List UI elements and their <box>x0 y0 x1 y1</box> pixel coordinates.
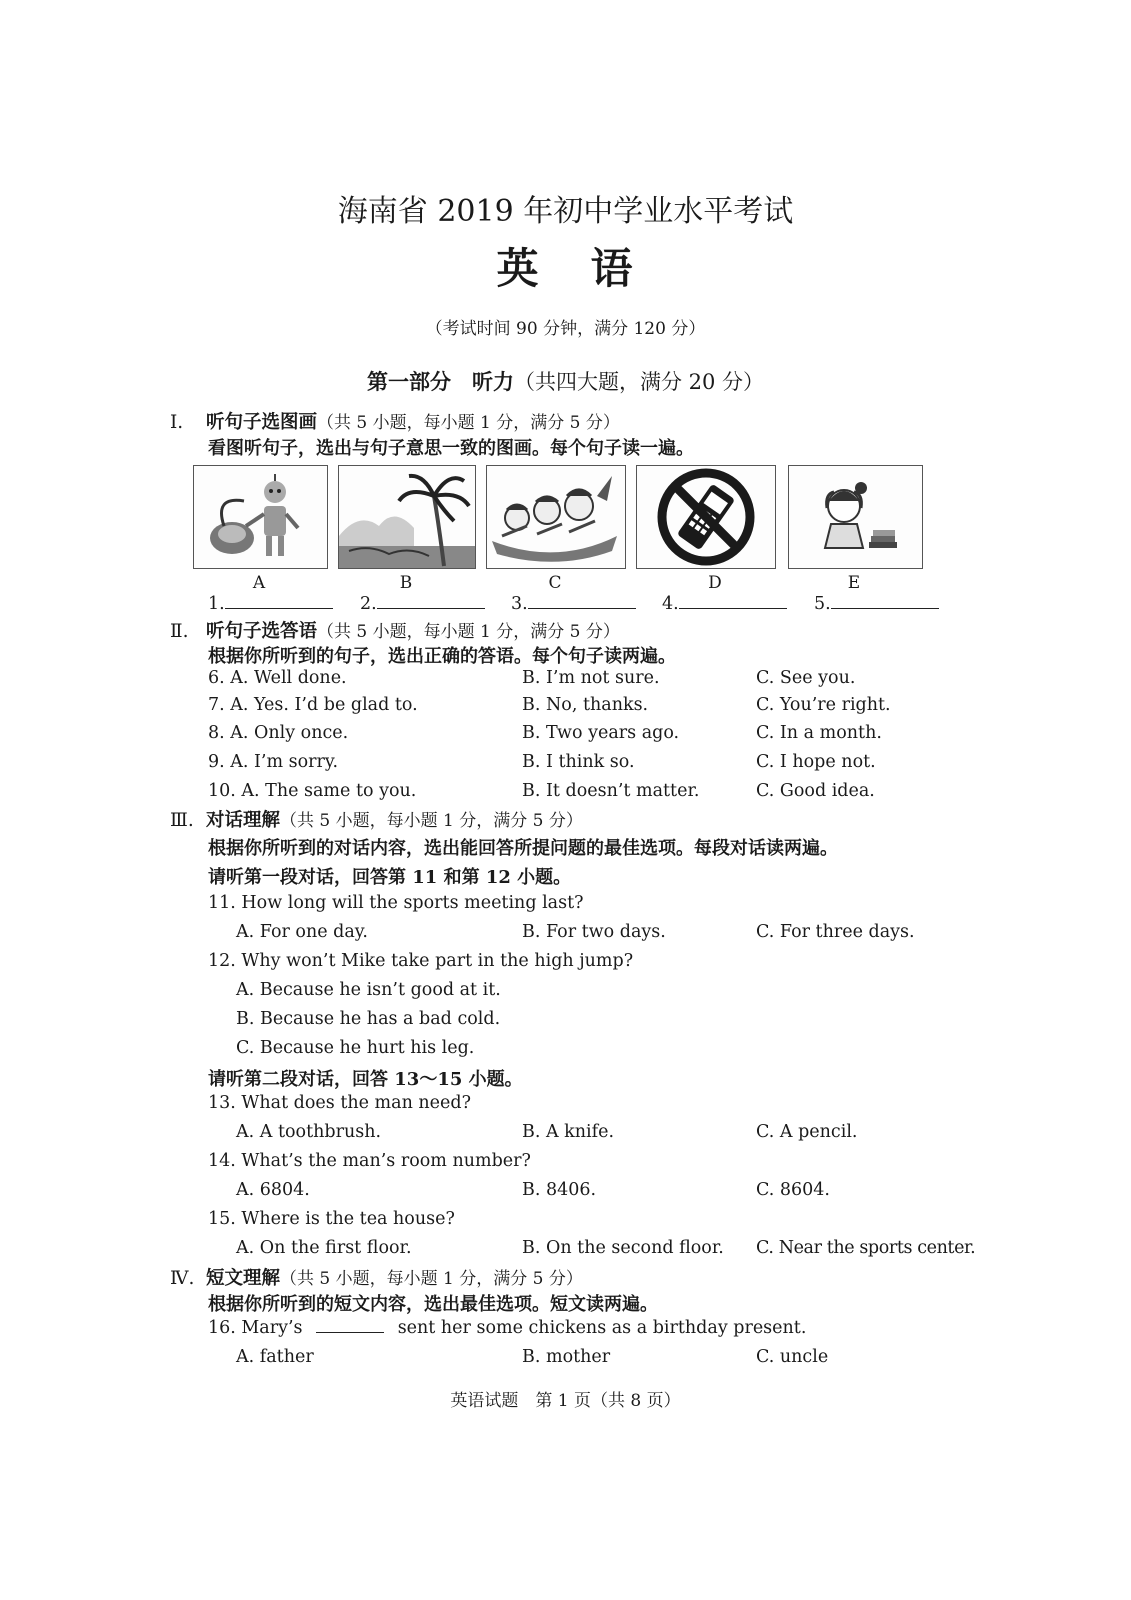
answer-blank-4[interactable] <box>662 594 787 614</box>
section-4-heading <box>170 1264 583 1290</box>
q12-option-b[interactable]: B. Because he has a bad cold. <box>236 1009 501 1029</box>
answer-blank-3[interactable] <box>511 594 636 614</box>
q9-option-a[interactable]: 9. A. I’m sorry. <box>208 752 339 772</box>
q11-option-c[interactable]: C. For three days. <box>756 922 915 942</box>
q7-option-b[interactable]: B. No, thanks. <box>522 695 649 715</box>
picture-d <box>636 465 776 569</box>
exam-title: 海南省 2019 年初中学业水平考试 <box>337 194 794 229</box>
subject-char-2: 语 <box>590 244 635 293</box>
answer-blank-number: 3. <box>511 594 528 614</box>
exam-time-note: （考试时间 90 分钟，满分 120 分） <box>425 319 706 339</box>
picture-label-d: D <box>708 573 722 593</box>
q13-option-a[interactable]: A. A toothbrush. <box>236 1122 382 1142</box>
q14-question: 14. What’s the man’s room number? <box>208 1151 531 1171</box>
section-4-score: （共 5 小题，每小题 1 分，满分 5 分） <box>280 1269 583 1289</box>
picture-b <box>338 465 476 569</box>
dragon-boat-icon <box>487 466 625 568</box>
q10-option-c[interactable]: C. Good idea. <box>756 781 875 801</box>
q12-option-c[interactable]: C. Because he hurt his leg. <box>236 1038 475 1058</box>
section-4-instruction: 根据你所听到的短文内容，选出最佳选项。短文读两遍。 <box>208 1294 658 1315</box>
q16-blank[interactable] <box>316 1318 384 1333</box>
q16-option-b[interactable]: B. mother <box>522 1347 611 1367</box>
q14-option-a[interactable]: A. 6804. <box>236 1180 310 1200</box>
answer-blank-5[interactable] <box>814 594 939 614</box>
q14-option-b[interactable]: B. 8406. <box>522 1180 597 1200</box>
q16-text-before: 16. Mary’s <box>208 1318 303 1338</box>
answer-blank-number: 4. <box>662 594 679 614</box>
q10-option-b[interactable]: B. It doesn’t matter. <box>522 781 700 801</box>
q7-option-a[interactable]: 7. A. Yes. I’d be glad to. <box>208 695 418 715</box>
q15-option-b[interactable]: B. On the second floor. <box>522 1238 724 1258</box>
q12-question: 12. Why won’t Mike take part in the high jump? <box>208 951 634 971</box>
part-one-name: 第一部分 听力 <box>366 369 514 394</box>
answer-blank-number: 2. <box>360 594 377 614</box>
q7-option-c[interactable]: C. You’re right. <box>756 695 891 715</box>
answer-blank-number: 5. <box>814 594 831 614</box>
q13-option-c[interactable]: C. A pencil. <box>756 1122 858 1142</box>
section-1-heading <box>170 408 620 434</box>
q14-option-c[interactable]: C. 8604. <box>756 1180 830 1200</box>
q8-option-c[interactable]: C. In a month. <box>756 723 882 743</box>
picture-label-a: A <box>252 573 266 593</box>
robot-vacuum-icon <box>194 466 327 568</box>
section-3-score: （共 5 小题，每小题 1 分，满分 5 分） <box>280 811 583 831</box>
q16-option-c[interactable]: C. uncle <box>756 1347 829 1367</box>
part-one-score: （共四大题，满分 20 分） <box>513 370 765 394</box>
q9-option-b[interactable]: B. I think so. <box>522 752 635 772</box>
q8-option-b[interactable]: B. Two years ago. <box>522 723 680 743</box>
section-3-instruction: 根据你所听到的对话内容，选出能回答所提问题的最佳选项。每段对话读两遍。 <box>208 838 838 859</box>
picture-e <box>788 465 923 569</box>
section-2-score: （共 5 小题，每小题 1 分，满分 5 分） <box>317 622 620 642</box>
picture-a <box>193 465 328 569</box>
girl-reading-icon <box>789 466 922 568</box>
section-1-number: Ⅰ. <box>170 412 184 433</box>
section-3-number: Ⅲ. <box>170 810 194 831</box>
section-2-instruction: 根据你所听到的句子，选出正确的答语。每个句子读两遍。 <box>208 646 676 667</box>
section-1-name: 听句子选图画 <box>206 412 318 433</box>
q6-option-a[interactable]: 6. A. Well done. <box>208 668 347 688</box>
q15-option-a[interactable]: A. On the first floor. <box>236 1238 412 1258</box>
no-phone-icon <box>637 466 775 568</box>
q11-option-a[interactable]: A. For one day. <box>236 922 368 942</box>
dialog-1-instruction: 请听第一段对话，回答第 11 和第 12 小题。 <box>208 867 572 888</box>
section-3-heading <box>170 806 583 832</box>
q9-option-c[interactable]: C. I hope not. <box>756 752 876 772</box>
q11-question: 11. How long will the sports meeting last? <box>208 893 584 913</box>
section-2-name: 听句子选答语 <box>206 621 318 642</box>
picture-label-c: C <box>548 573 562 593</box>
q12-option-a[interactable]: A. Because he isn’t good at it. <box>236 980 501 1000</box>
section-1-instruction: 看图听句子，选出与句子意思一致的图画。每个句子读一遍。 <box>208 438 694 459</box>
q13-option-b[interactable]: B. A knife. <box>522 1122 615 1142</box>
answer-blank-2[interactable] <box>360 594 485 614</box>
picture-label-b: B <box>399 573 413 593</box>
picture-label-e: E <box>847 573 861 593</box>
section-1-score: （共 5 小题，每小题 1 分，满分 5 分） <box>317 413 620 433</box>
answer-blank-number: 1. <box>208 594 225 614</box>
q6-option-b[interactable]: B. I’m not sure. <box>522 668 660 688</box>
picture-c <box>486 465 626 569</box>
q13-question: 13. What does the man need? <box>208 1093 471 1113</box>
subject-title <box>0 236 1131 296</box>
q16-option-a[interactable]: A. father <box>236 1347 314 1367</box>
section-4-name: 短文理解 <box>206 1268 281 1289</box>
q15-question: 15. Where is the tea house? <box>208 1209 455 1229</box>
palm-landscape-icon <box>339 466 475 568</box>
q16-question <box>208 1318 806 1338</box>
section-2-heading <box>170 617 620 643</box>
section-2-number: Ⅱ. <box>170 621 189 642</box>
q8-option-a[interactable]: 8. A. Only once. <box>208 723 349 743</box>
q16-text-after: sent her some chickens as a birthday present. <box>397 1318 807 1338</box>
q10-option-a[interactable]: 10. A. The same to you. <box>208 781 417 801</box>
answer-blank-1[interactable] <box>208 594 333 614</box>
section-4-number: Ⅳ. <box>170 1268 195 1289</box>
part-one-title <box>0 366 1131 396</box>
section-3-name: 对话理解 <box>206 810 281 831</box>
dialog-2-instruction: 请听第二段对话，回答 13～15 小题。 <box>208 1069 523 1090</box>
q15-option-c[interactable]: C. Near the sports center. <box>756 1238 976 1258</box>
subject-char-1: 英 <box>496 244 541 293</box>
q6-option-c[interactable]: C. See you. <box>756 668 856 688</box>
page-footer: 英语试题 第 1 页（共 8 页） <box>450 1391 681 1411</box>
q11-option-b[interactable]: B. For two days. <box>522 922 666 942</box>
